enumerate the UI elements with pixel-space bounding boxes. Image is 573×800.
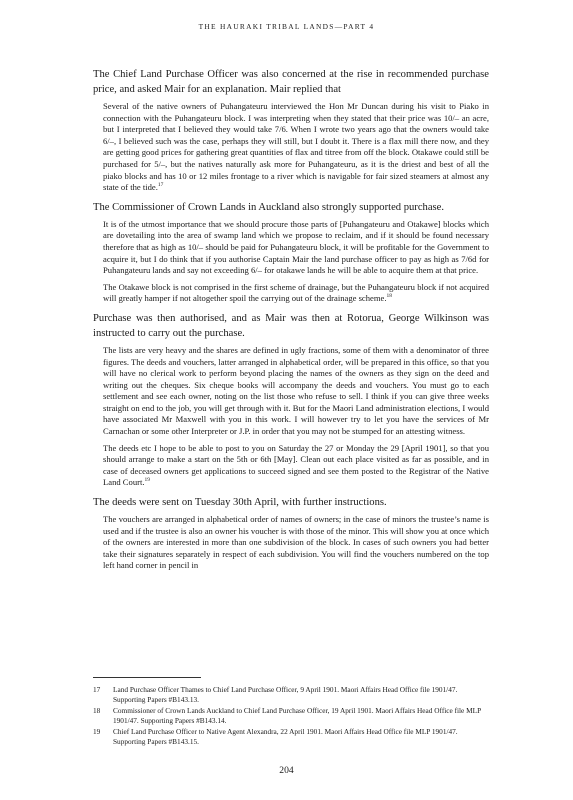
quote-text: The vouchers are arranged in alphabetical order of names of owners; in the case of minors the trustee’s name is used and if the trustee is also an owner his voucher is with those of the minor. This will show you at once which of the owners are interested in more than one subdivision of the block. In cases of such owners you had better take their signatures separately in respect of each subdivision. You will find the vouchers numbered on the top left hand corner in pencil in xyxy=(103,514,489,571)
running-head: THE HAURAKI TRIBAL LANDS—PART 4 xyxy=(198,22,375,31)
footnotes xyxy=(93,685,489,749)
body-paragraph: Purchase was then authorised, and as Mair was then at Rotorua, George Wilkinson was instructed to carry out the purchase. xyxy=(93,312,489,339)
body-paragraph: The deeds were sent on Tuesday 30th April, with further instructions. xyxy=(93,497,387,509)
footnote-number: 19 xyxy=(93,727,101,737)
quote-paragraph xyxy=(103,101,489,194)
quote-paragraph xyxy=(103,514,489,572)
quote-paragraph xyxy=(103,219,489,277)
footnote-number: 18 xyxy=(93,706,101,716)
page-number: 204 xyxy=(279,765,294,776)
footnote xyxy=(93,685,489,704)
footnote xyxy=(93,727,489,746)
quote-paragraph xyxy=(103,345,489,438)
quote-paragraph xyxy=(103,282,489,305)
footnote-reference[interactable]: 17 xyxy=(157,182,164,189)
block-quote xyxy=(93,514,489,572)
quote-text: The lists are very heavy and the shares are defined in ugly fractions, some of them with a denominator of three figures. The deeds and vouchers, latter arranged in alphabetical order, will be prepared in this office, so that you will have no clerical work to perform beyond placing the names of the owners as they sign on the deed and writing out the cheques. Six cheque books will accompany the deeds and vouchers. You must go to each settlement and see each owner, noting on the list those who refuse to sell. I think if you can give three weeks straight on end to the job, you will get through with it. But for the Maori Land administration elections, I would have associated Mr Maxwell with you in this work. I will however try to let you have the services of Mr Carnachan or some other Interpreter or J.P. in order that you may not be stumped for an attesting witness. xyxy=(103,344,489,437)
body-paragraph: The Commissioner of Crown Lands in Auckland also strongly supported purchase. xyxy=(93,201,445,213)
footnote-text: Chief Land Purchase Officer to Native Agent Alexandra, 22 April 1901. Maori Affairs Head Office file MLP 1901/47. Supporting Papers #B143.15. xyxy=(113,727,458,746)
body-text xyxy=(93,67,489,578)
block-quote xyxy=(93,219,489,305)
quote-text: The Otakawe block is not comprised in the first scheme of drainage, but the Puhangateuru block if not acquired will greatly hamper if not altogether spoil the carrying out of the drainage scheme. xyxy=(103,281,489,304)
footnote-reference[interactable]: 18 xyxy=(386,293,392,300)
footnote xyxy=(93,706,489,725)
footnote-text: Commissioner of Crown Lands Auckland to Chief Land Purchase Officer, 19 April 1901. Maori Affairs Head Office file MLP 1901/47. Supporting Papers #B143.14. xyxy=(113,706,481,725)
footnote-divider xyxy=(93,677,201,678)
footnote-number: 17 xyxy=(93,685,101,694)
quote-text: The deeds etc I hope to be able to post to you on Saturday the 27 or Monday the 29 [April 1901], so that you should arrange to make a start on the 5th or 6th [May]. Clean out each place visited as far as possible, and in case of deceased owners get applications to succeed signed and see them posted to the Registrar of the Native Land Court. xyxy=(103,442,489,488)
footnote-text: Land Purchase Officer Thames to Chief Land Purchase Officer, 9 April 1901. Maori Affairs Head Office file 1901/47. Supporting Papers #B143.13. xyxy=(113,685,458,704)
block-quote xyxy=(93,345,489,489)
body-paragraph: The Chief Land Purchase Officer was also concerned at the rise in recommended purchase price, and asked Mair for an explanation. Mair replied that xyxy=(93,69,489,95)
quote-paragraph xyxy=(103,443,489,489)
footnote-reference[interactable]: 19 xyxy=(144,477,151,484)
quote-text: Several of the native owners of Puhangateuru interviewed the Hon Mr Duncan during his visit to Piako in connection with the Puhangateuru block. I was interpreting when they stated that their price was 10/– an acre, but I interpreted that I believed they would take 7/6. When I wrote two years ago that the owners would take 6/–, I believed such was the case, perhaps they will still, but I doubt it. There is a flax mill there now, and they are getting good prices for gathering great quantities of flax and titree from off the block. Otakawe could still be purchased for 5/–, but the natives naturally ask more for Puhangateuru, as it is the driest and best of all the piako blocks and has 10 or 12 miles frontage to a river which is navigable for fair sized steamers at almost any state of the tide. xyxy=(103,101,489,193)
block-quote xyxy=(93,101,489,194)
quote-text: It is of the utmost importance that we should procure those parts of [Puhangateuru and Otakawe] blocks which are dovetailing into the area of swamp land which we propose to reclaim, and if it should be found necessary therefore that as high as 10/– should be paid for Puhangateuru block, it will be profitable for the Government to acquire it, but I do think that if you authorise Captain Mair the land purchase officer to pay as high as 7/6d for Puhangateuru lands and say not exceeding 6/– for otakawe lands he will be able to acquire them at that price. xyxy=(103,218,489,276)
